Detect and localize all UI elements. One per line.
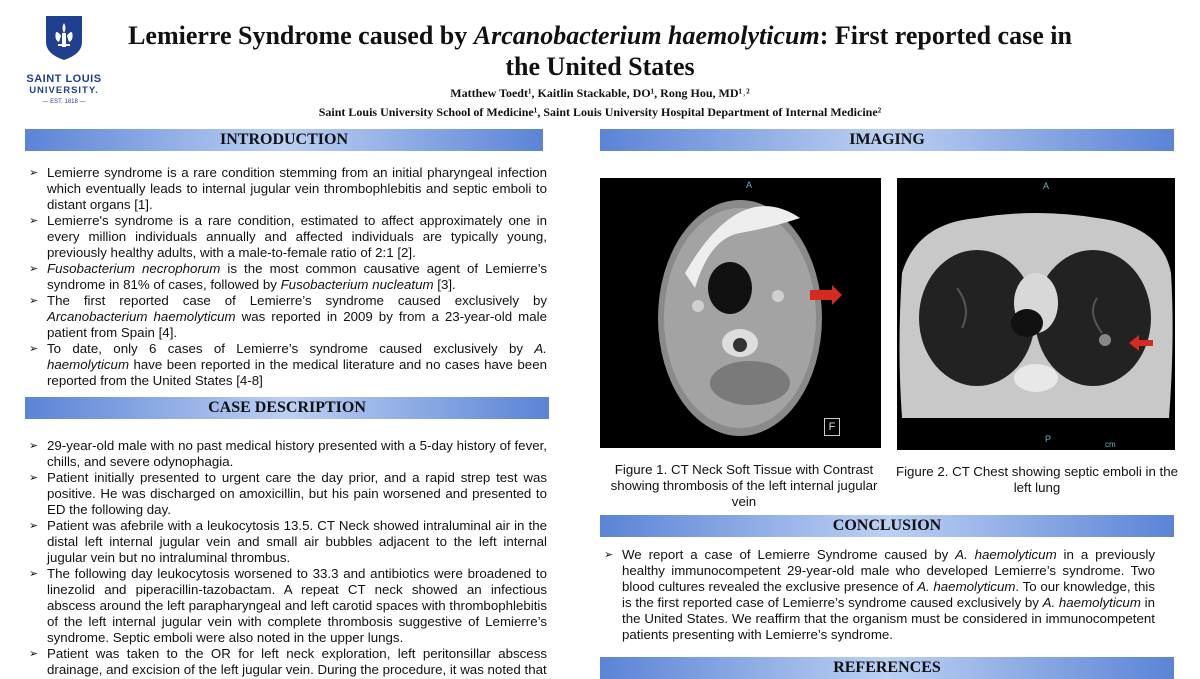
list-item: ➢ To date, only 6 cases of Lemierre’s syndrome caused exclusively by A. haemolyticum have been reported in the medical literature and no cases have been reported from the United States [4-8]	[29, 341, 547, 389]
list-item: ➢ Patient was afebrile with a leukocytosis 13.5. CT Neck showed intraluminal air in the distal left internal jugular vein and small air bubbles adjacent to the left internal jugular vein but no intraluminal thrombus.	[29, 518, 547, 566]
figure-2-ct-chest-image	[897, 178, 1175, 450]
fig2-orientation-label-a: A	[1043, 181, 1050, 191]
fig2-scale-unit: cm	[1105, 440, 1116, 449]
list-item: ➢ Fusobacterium necrophorum is the most common causative agent of Lemierre’s syndrome in 81% of cases, followed by Fusobacterium nucleatum [3].	[29, 261, 547, 293]
conclusion-heading: CONCLUSION	[600, 515, 1174, 537]
imaging-heading: IMAGING	[600, 129, 1174, 151]
case-description-list	[29, 438, 547, 678]
conclusion-list	[604, 547, 1155, 643]
introduction-heading: INTRODUCTION	[25, 129, 543, 151]
fig1-f-marker: F	[824, 418, 840, 436]
fig2-orientation-label-p: P	[1045, 434, 1052, 444]
logo-text-line2: UNIVERSITY.	[29, 85, 99, 96]
list-item: ➢ 29-year-old male with no past medical history presented with a 5-day history of fever, chills, and severe odynophagia.	[29, 438, 547, 470]
poster-title: Lemierre Syndrome caused by Arcanobacterium haemolyticum: First reported case in the United States	[128, 21, 1072, 81]
author-list: Matthew Toedt¹, Kaitlin Stackable, DO¹, Rong Hou, MD¹˒²	[450, 86, 750, 100]
list-item: ➢ Patient was taken to the OR for left neck exploration, left peritonsillar abscess drainage, and excision of the left jugular vein. During the procedure, it was noted that	[29, 646, 547, 678]
references-heading: REFERENCES	[600, 657, 1174, 679]
figure-2-caption: Figure 2. CT Chest showing septic emboli in the left lung	[895, 464, 1179, 495]
list-item: ➢ Patient initially presented to urgent care the day prior, and a rapid strep test was positive. He was discharged on amoxicillin, but his pain worsened and presented to ED the following day.	[29, 470, 547, 518]
list-item: ➢ The following day leukocytosis worsened to 33.3 and antibiotics were broadened to linezolid and piperacillin-tazobactam. A repeat CT neck showed an infectious abscess around the left parapharyngeal and left carotid spaces with thrombophlebitis of the left internal jugular vein with complete thrombosis suggestive of Lemierre’s syndrome. Septic emboli were also noted in the upper lungs.	[29, 566, 547, 646]
figure-1-ct-neck-image	[600, 178, 881, 448]
list-item: ➢ We report a case of Lemierre Syndrome caused by A. haemolyticum in a previously healthy immunocompetent 29-year-old male who developed Lemierre’s syndrome. Two blood cultures revealed the exclusive presence of A. haemolyticum. To our knowledge, this is the first reported case of Lemierre’s syndrome caused exclusively by A. haemolyticum in the United States. We reaffirm that the organism must be considered in immunocompetent patients presenting with Lemierre’s syndrome.	[604, 547, 1155, 643]
fig1-orientation-label: A	[746, 180, 753, 190]
figure-1-caption: Figure 1. CT Neck Soft Tissue with Contrast showing thrombosis of the left internal jugular vein	[610, 462, 878, 509]
case-description-heading: CASE DESCRIPTION	[25, 397, 549, 419]
affiliations: Saint Louis University School of Medicine¹, Saint Louis University Hospital Department of Internal Medicine²	[318, 105, 882, 119]
logo-established: — EST. 1818 —	[42, 99, 86, 105]
introduction-list	[29, 165, 547, 389]
list-item: ➢ The first reported case of Lemierre’s syndrome caused exclusively by Arcanobacterium haemolyticum was reported in 2009 by from a 23-year-old male patient from Spain [4].	[29, 293, 547, 341]
list-item: ➢ Lemierre syndrome is a rare condition stemming from an initial pharyngeal infection which eventually leads to internal jugular vein thrombophlebitis and septic emboli to distant organs [1].	[29, 165, 547, 213]
logo-text-line1: SAINT LOUIS	[26, 73, 102, 85]
university-logo	[22, 14, 106, 105]
list-item: ➢ Lemierre's syndrome is a rare condition, estimated to affect approximately one in every million individuals annually and affected individuals are typically young, previously healthy adults, with a male-to-female ratio of 2:1 [2].	[29, 213, 547, 261]
shield-icon	[44, 14, 84, 62]
